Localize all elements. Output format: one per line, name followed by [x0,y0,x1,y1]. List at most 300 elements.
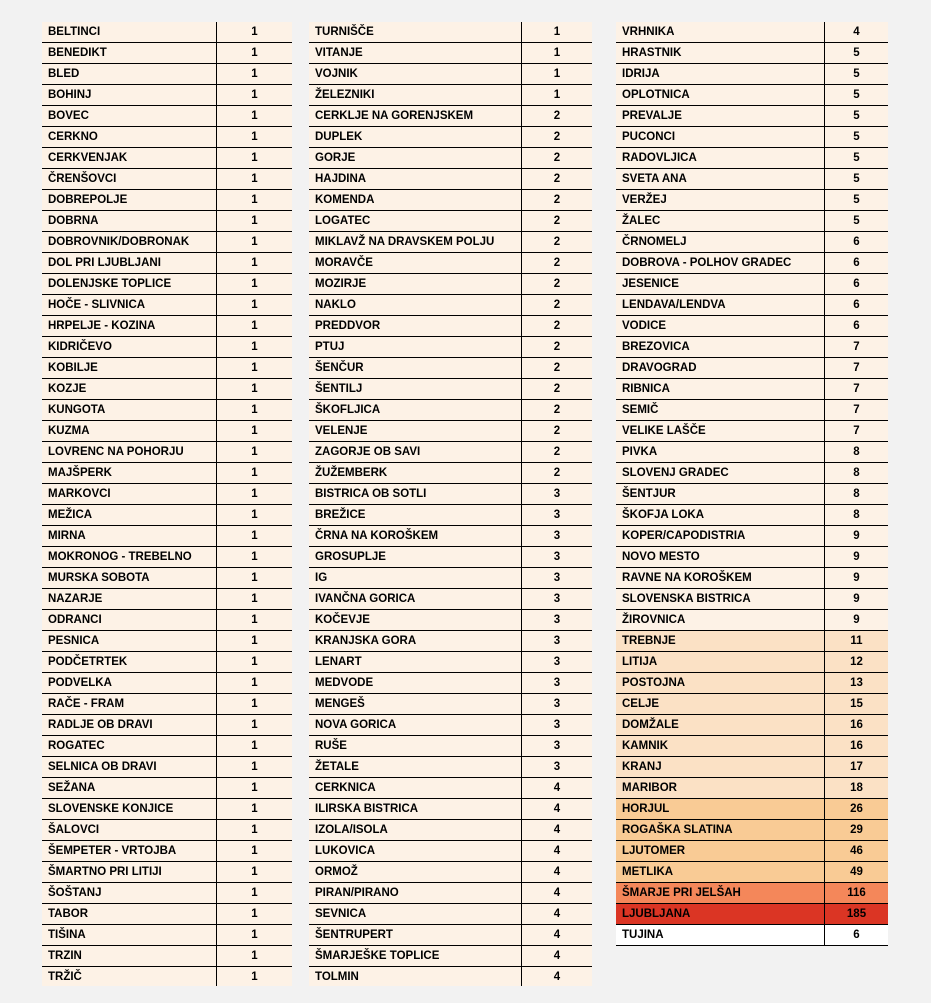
count-value: 9 [853,530,860,542]
municipality-name: VITANJE [309,43,522,63]
count-value: 1 [251,341,258,353]
count-value: 1 [251,488,258,500]
municipality-name: BREŽICE [309,505,522,525]
municipality-name: PTUJ [309,337,522,357]
count-value: 4 [553,970,561,983]
table-column-3 [616,22,888,946]
count-value: 3 [553,551,561,563]
municipality-name: SLOVENSKE KONJICE [42,799,217,819]
count-value: 1 [251,467,258,479]
table-row [42,484,292,505]
municipality-name: ROGAŠKA SLATINA [616,820,825,840]
table-row [42,85,292,106]
table-row [309,862,592,883]
count-value: 9 [853,614,860,626]
table-row [309,316,592,337]
count-value: 7 [853,425,860,437]
municipality-name: DOBROVA - POLHOV GRADEC [616,253,825,273]
table-column-2 [309,22,592,986]
municipality-name: SELNICA OB DRAVI [42,757,217,777]
municipality-name: BISTRICA OB SOTLI [309,484,522,504]
count-value: 4 [553,866,561,878]
municipality-name: HORJUL [616,799,825,819]
count-value: 1 [251,698,258,710]
count-value: 5 [853,152,860,164]
table-column-1 [42,22,292,986]
municipality-name: ČRENŠOVCI [42,169,217,189]
table-row [42,568,292,589]
table-row [42,295,292,316]
municipality-name: RAVNE NA KOROŠKEM [616,568,825,588]
table-row [616,85,888,106]
count-value: 3 [553,530,561,542]
count-value: 4 [553,950,561,962]
table-row [42,316,292,337]
table-row [616,862,888,883]
municipality-name: HOČE - SLIVNICA [42,295,217,315]
table-row [616,43,888,64]
table-row [42,211,292,232]
table-row [42,106,292,127]
municipality-name: LJUBLJANA [616,904,825,924]
municipality-name: ŠENTJUR [616,484,825,504]
municipality-name: NOVO MESTO [616,547,825,567]
table-row [309,547,592,568]
table-row [42,274,292,295]
count-value: 7 [853,383,860,395]
table-row [616,925,888,946]
table-row [309,799,592,820]
count-value: 7 [853,362,860,374]
table-row [616,589,888,610]
municipality-name: MOZIRJE [309,274,522,294]
table-row [309,442,592,463]
count-value: 1 [251,530,258,542]
table-row [42,799,292,820]
municipality-name: ŠKOFJA LOKA [616,505,825,525]
municipality-name: KOBILJE [42,358,217,378]
table-row [309,925,592,946]
municipality-name: TABOR [42,904,217,924]
count-value: 9 [853,551,860,563]
table-row [616,106,888,127]
municipality-name: SLOVENJ GRADEC [616,463,825,483]
count-value: 6 [853,929,860,941]
table-row [616,820,888,841]
municipality-name: PIRAN/PIRANO [309,883,522,903]
table-row [42,421,292,442]
count-value: 5 [853,47,860,59]
municipality-name: SLOVENSKA BISTRICA [616,589,825,609]
table-row [309,64,592,85]
municipality-name: DOMŽALE [616,715,825,735]
municipality-name: MEDVODE [309,673,522,693]
municipality-name: ŠENTRUPERT [309,925,522,945]
count-value: 16 [850,719,863,731]
table-row [42,946,292,967]
municipality-name: BLED [42,64,217,84]
count-value: 1 [251,572,258,584]
count-value: 8 [853,446,860,458]
count-value: 1 [251,152,258,164]
municipality-name: MAJŠPERK [42,463,217,483]
count-value: 26 [850,803,863,815]
table-row [309,610,592,631]
table-row [309,85,592,106]
count-value: 18 [850,782,863,794]
municipality-name: ŠOŠTANJ [42,883,217,903]
count-value: 11 [850,635,863,647]
table-row [309,190,592,211]
municipality-name: BOHINJ [42,85,217,105]
table-row [616,274,888,295]
municipality-name: POSTOJNA [616,673,825,693]
municipality-name: ŽELEZNIKI [309,85,522,105]
table-row [309,22,592,43]
count-value: 1 [251,446,258,458]
table-row [309,652,592,673]
count-value: 7 [853,341,860,353]
municipality-name: ČRNOMELJ [616,232,825,252]
municipality-name: ZAGORJE OB SAVI [309,442,522,462]
count-value: 4 [553,782,561,794]
count-value: 1 [251,929,258,941]
count-value: 5 [853,131,860,143]
count-value: 1 [251,950,258,962]
count-value: 1 [553,68,561,80]
count-value: 2 [553,131,561,143]
count-value: 6 [853,320,860,332]
count-value: 4 [553,908,561,920]
table-row [616,736,888,757]
municipality-name: LITIJA [616,652,825,672]
municipality-name: SEŽANA [42,778,217,798]
municipality-name: GORJE [309,148,522,168]
table-row [42,190,292,211]
count-value: 1 [251,740,258,752]
table-row [42,925,292,946]
municipality-name: VRHNIKA [616,22,825,42]
count-value: 1 [251,614,258,626]
municipality-name: OPLOTNICA [616,85,825,105]
table-row [309,421,592,442]
table-row [616,253,888,274]
count-value: 3 [553,572,561,584]
municipality-name: PREDDVOR [309,316,522,336]
municipality-name: MIKLAVŽ NA DRAVSKEM POLJU [309,232,522,252]
count-value: 1 [251,68,258,80]
municipality-name: CERKNICA [309,778,522,798]
municipality-name: MURSKA SOBOTA [42,568,217,588]
count-value: 2 [553,446,561,458]
count-value: 6 [853,278,860,290]
municipality-name: VELIKE LAŠČE [616,421,825,441]
table-row [309,127,592,148]
table-row [616,463,888,484]
municipality-name: PODVELKA [42,673,217,693]
count-value: 8 [853,488,860,500]
municipality-name: LENDAVA/LENDVA [616,295,825,315]
table-row [616,148,888,169]
table-row [309,946,592,967]
municipality-name: ŠMARJE PRI JELŠAH [616,883,825,903]
count-value: 2 [553,341,561,353]
table-row [42,337,292,358]
table-row [42,400,292,421]
municipality-name: KUNGOTA [42,400,217,420]
count-value: 1 [553,26,561,38]
count-value: 2 [553,257,561,269]
count-value: 1 [251,425,258,437]
count-value: 1 [251,908,258,920]
municipality-name: ŠENTILJ [309,379,522,399]
count-value: 2 [553,404,561,416]
municipality-name: CERKNO [42,127,217,147]
municipality-name: VELENJE [309,421,522,441]
count-value: 3 [553,488,561,500]
table-row [42,547,292,568]
municipality-name: TUJINA [616,925,825,945]
count-value: 1 [251,194,258,206]
count-value: 2 [553,152,561,164]
count-value: 1 [251,803,258,815]
municipality-name: HRASTNIK [616,43,825,63]
table-row [616,400,888,421]
municipality-name: LJUTOMER [616,841,825,861]
table-row [42,169,292,190]
count-value: 12 [850,656,863,668]
count-value: 1 [251,215,258,227]
table-row [616,652,888,673]
table-row [616,568,888,589]
table-row [42,358,292,379]
count-value: 1 [251,173,258,185]
table-row [42,64,292,85]
count-value: 2 [553,383,561,395]
municipality-name: KOČEVJE [309,610,522,630]
table-row [42,862,292,883]
count-value: 8 [853,467,860,479]
table-row [616,526,888,547]
table-row [616,64,888,85]
municipality-name: ŽALEC [616,211,825,231]
count-value: 6 [853,236,860,248]
count-value: 116 [847,887,866,899]
count-value: 1 [251,824,258,836]
count-value: 2 [553,362,561,374]
table-row [616,295,888,316]
municipality-name: IZOLA/ISOLA [309,820,522,840]
municipality-name: METLIKA [616,862,825,882]
count-value: 2 [553,215,561,227]
municipality-name: TOLMIN [309,967,522,986]
table-row [616,22,888,43]
municipality-name: ROGATEC [42,736,217,756]
municipality-name: MORAVČE [309,253,522,273]
count-value: 3 [553,635,561,647]
count-value: 13 [850,677,863,689]
count-value: 5 [853,89,860,101]
count-value: 1 [251,656,258,668]
count-value: 5 [853,173,860,185]
municipality-name: CERKVENJAK [42,148,217,168]
table-row [309,904,592,925]
municipality-name: PESNICA [42,631,217,651]
table-row [42,883,292,904]
count-value: 3 [553,593,561,605]
table-row [42,841,292,862]
municipality-name: KRANJ [616,757,825,777]
count-value: 1 [553,47,561,59]
table-row [616,337,888,358]
table-row [309,505,592,526]
count-value: 49 [850,866,863,878]
municipality-name: BREZOVICA [616,337,825,357]
count-value: 4 [553,887,561,899]
table-row [309,715,592,736]
count-value: 1 [251,551,258,563]
count-value: 1 [251,635,258,647]
table-row [42,610,292,631]
municipality-name: HRPELJE - KOZINA [42,316,217,336]
municipality-name: TURNIŠČE [309,22,522,42]
table-row [42,505,292,526]
table-row [42,694,292,715]
municipality-name: BOVEC [42,106,217,126]
municipality-name: JESENICE [616,274,825,294]
table-row [309,967,592,986]
count-value: 1 [251,845,258,857]
table-row [42,820,292,841]
table-row [616,316,888,337]
table-row [42,463,292,484]
municipality-name: VODICE [616,316,825,336]
count-value: 1 [251,719,258,731]
table-row [616,673,888,694]
municipality-name: ŽETALE [309,757,522,777]
count-value: 2 [553,173,561,185]
municipality-name: SVETA ANA [616,169,825,189]
municipality-name: DOLENJSKE TOPLICE [42,274,217,294]
table-row [309,43,592,64]
municipality-name: MARIBOR [616,778,825,798]
table-row [42,631,292,652]
count-value: 1 [251,278,258,290]
table-row [309,820,592,841]
count-value: 8 [853,509,860,521]
municipality-name: ŽIROVNICA [616,610,825,630]
count-value: 1 [553,89,561,101]
count-value: 1 [251,257,258,269]
table-row [309,379,592,400]
table-row [309,568,592,589]
table-row [42,22,292,43]
table-row [309,295,592,316]
count-value: 2 [553,194,561,206]
count-value: 1 [251,404,258,416]
count-value: 3 [553,677,561,689]
municipality-name: PIVKA [616,442,825,462]
municipality-name: KOZJE [42,379,217,399]
count-value: 1 [251,782,258,794]
count-value: 3 [553,509,561,521]
table-row [42,967,292,986]
table-row [42,757,292,778]
table-row [42,232,292,253]
table-row [309,358,592,379]
municipality-name: BELTINCI [42,22,217,42]
municipality-name: PODČETRTEK [42,652,217,672]
municipality-name: MIRNA [42,526,217,546]
table-row [309,211,592,232]
count-value: 1 [251,509,258,521]
table-row [616,484,888,505]
table-row [309,148,592,169]
table-row [616,190,888,211]
table-row [42,526,292,547]
table-row [616,232,888,253]
municipality-name: TREBNJE [616,631,825,651]
count-value: 9 [853,572,860,584]
table-row [309,232,592,253]
table-row [42,127,292,148]
count-value: 1 [251,320,258,332]
count-value: 2 [553,236,561,248]
count-value: 16 [850,740,863,752]
municipality-name: DOBREPOLJE [42,190,217,210]
count-value: 4 [553,929,561,941]
table-row [42,148,292,169]
table-row [616,127,888,148]
count-value: 5 [853,68,860,80]
table-row [616,883,888,904]
municipality-name: RADOVLJICA [616,148,825,168]
count-value: 1 [251,383,258,395]
table-row [42,253,292,274]
table-row [616,169,888,190]
count-value: 3 [553,761,561,773]
municipality-name: NOVA GORICA [309,715,522,735]
municipality-name: DRAVOGRAD [616,358,825,378]
count-value: 1 [251,110,258,122]
count-value: 1 [251,866,258,878]
table-row [309,589,592,610]
table-row [309,736,592,757]
municipality-name: ŠMARJEŠKE TOPLICE [309,946,522,966]
municipality-name: VERŽEJ [616,190,825,210]
municipality-name: ILIRSKA BISTRICA [309,799,522,819]
table-row [616,211,888,232]
municipality-name: ŠEMPETER - VRTOJBA [42,841,217,861]
table-row [42,904,292,925]
table-row [616,904,888,925]
table-row [309,778,592,799]
table-row [309,673,592,694]
table-row [42,442,292,463]
table-row [616,610,888,631]
municipality-name: DOBROVNIK/DOBRONAK [42,232,217,252]
count-value: 29 [850,824,863,836]
municipality-name: IG [309,568,522,588]
count-value: 6 [853,257,860,269]
municipality-name: ORMOŽ [309,862,522,882]
municipality-name: IDRIJA [616,64,825,84]
count-value: 2 [553,278,561,290]
municipality-name: TRZIN [42,946,217,966]
municipality-name: MEŽICA [42,505,217,525]
count-value: 15 [850,698,863,710]
municipality-name: RUŠE [309,736,522,756]
